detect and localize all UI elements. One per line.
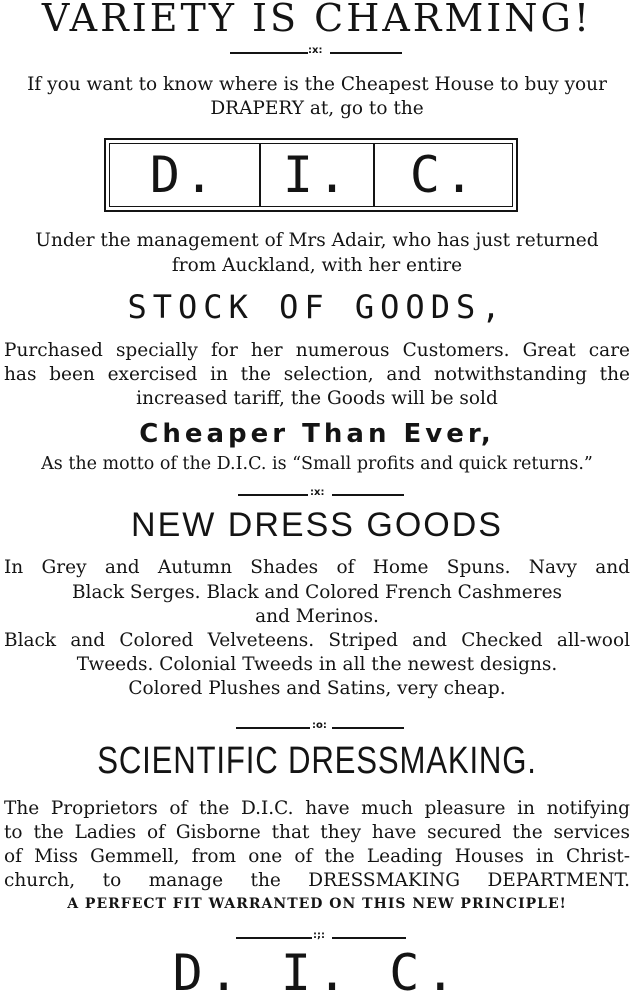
scientific-line-5: A PERFECT FIT WARRANTED ON THIS NEW PRINCIPLE! — [67, 896, 567, 912]
advertisement: VARIETY IS CHARMING! :x: If you want to know where is the Cheapest House to buy your DRAPERY at, go to the D. I. C. Under the management of Mrs Adair, who has just returned from Auckland, with her entire STOCK OF GOODS, Purchased specially for her numerous Customers. Great care has been exercised in the selection, and notwithstanding the increased tariff, the Goods will be sold Cheaper Than Ever, As the motto of the D.I.C. is “Small profits and quick returns.” :x: NEW DRESS GOODS In Grey and Autumn Shades of Home Spuns. Navy and Black Serges. Black and Colored French Cashmeres and Merinos. Black and Colored Velveteens. Striped and Checked all-wool Tweeds. Colonial Tweeds in all the newest designs. Colored Plushes and Satins, very cheap. :o: SCIENTIFIC DRESSMAKING. The Proprietors of the D.I.C. have much pleasure in notifying to the Ladies of Gisborne that they have secured the services of Miss Gemmell, from one of the Leading Houses in Christ- church, to manage the DRESSMAKING DEPARTMENT. A PERFECT FIT WARRANTED ON THIS NEW PRINCIPLE! :;: D. I. C. — [0, 0, 634, 997]
scientific-heading: SCIENTIFIC DRESSMAKING. — [97, 740, 537, 782]
motto-line: As the motto of the D.I.C. is “Small profits and quick returns.” — [41, 454, 593, 474]
logo-letter-c: C. — [409, 146, 479, 204]
dress-line-1: In Grey and Autumn Shades of Home Spuns. Navy and — [4, 557, 630, 578]
stock-heading: STOCK OF GOODS, — [127, 288, 507, 326]
purchase-line-1: Purchased specially for her numerous Customers. Great care — [4, 340, 630, 361]
dress-line-6: Colored Plushes and Satins, very cheap. — [128, 678, 506, 699]
heading: VARIETY IS CHARMING! — [41, 0, 593, 40]
purchase-line-3: increased tariff, the Goods will be sold — [136, 388, 498, 409]
scientific-line-2: to the Ladies of Gisborne that they have secured the services — [4, 822, 630, 843]
dress-goods-heading: NEW DRESS GOODS — [131, 506, 503, 544]
footer-logo: D. I. C. — [172, 944, 462, 1002]
purchase-line-2: has been exercised in the selection, and notwithstanding the — [4, 364, 630, 385]
intro-line-1: If you want to know where is the Cheapest House to buy your — [27, 74, 607, 95]
cheaper-heading: Cheaper Than Ever, — [139, 419, 495, 449]
scientific-line-1: The Proprietors of the D.I.C. have much pleasure in notifying — [4, 798, 630, 819]
logo-letter-d: D. — [149, 146, 219, 204]
scientific-line-4: church, to manage the DRESSMAKING DEPARTMENT. — [4, 870, 630, 891]
intro-line-2: DRAPERY at, go to the — [210, 98, 424, 119]
dress-line-5: Tweeds. Colonial Tweeds in all the newest designs. — [76, 654, 558, 675]
dress-line-2: Black Serges. Black and Colored French Cashmeres — [71, 582, 563, 603]
dic-logo-box — [104, 138, 518, 212]
dress-line-4: Black and Colored Velveteens. Striped and Checked all-wool — [4, 630, 630, 651]
logo-letter-i: I. — [282, 146, 352, 204]
management-line-1: Under the management of Mrs Adair, who has just returned — [35, 230, 599, 251]
management-line-2: from Auckland, with her entire — [171, 255, 463, 276]
scientific-line-3: of Miss Gemmell, from one of the Leading Houses in Christ- — [4, 846, 630, 867]
dress-line-3: and Merinos. — [255, 606, 379, 627]
